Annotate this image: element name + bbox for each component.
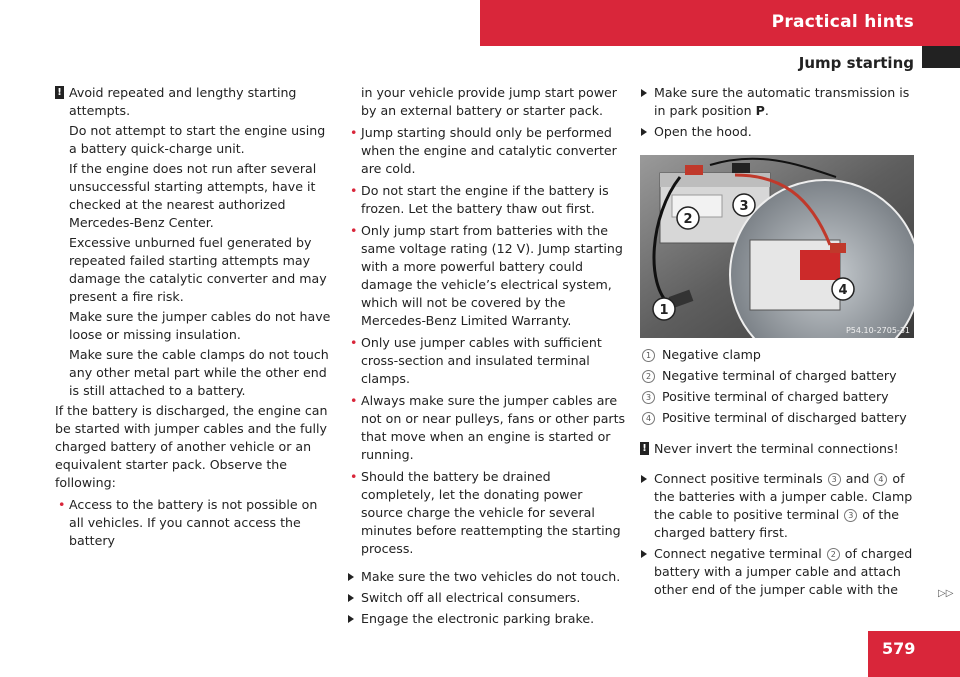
svg-text:2: 2 [683, 212, 693, 227]
subsection-title: Jump starting [798, 54, 914, 72]
callout-2 [677, 207, 699, 229]
step-text: Connect positive terminals [654, 471, 823, 486]
legend-text: Positive terminal of charged battery [662, 389, 889, 404]
bullet-item [347, 182, 627, 218]
warning-text: Avoid repeated and lengthy starting attempts. [69, 85, 297, 118]
callout-3 [733, 194, 755, 216]
bullet-text: Jump starting should only be performed when the engine and catalytic converter are cold. [361, 125, 617, 176]
step-item [347, 568, 627, 586]
number-badge: 3 [642, 391, 655, 404]
bullet-item [347, 222, 627, 330]
section-title: Practical hints [771, 12, 914, 32]
step-item [347, 610, 627, 628]
bullet-dot-icon: • [350, 125, 358, 140]
legend-item [640, 367, 916, 385]
number-badge: 4 [874, 473, 887, 486]
bullet-item [347, 468, 627, 558]
number-badge: 3 [828, 473, 841, 486]
number-badge: 1 [642, 349, 655, 362]
bullet-item [55, 496, 335, 550]
park-position-letter: P [755, 103, 765, 118]
battery-jump-photo [640, 155, 914, 338]
step-item [640, 123, 916, 141]
bullet-text: Only use jumper cables with sufficient cross-section and insulated terminal clamps. [361, 335, 602, 386]
warning-block [55, 84, 335, 120]
step-item [347, 589, 627, 607]
legend-text: Negative clamp [662, 347, 761, 362]
bullet-dot-icon: • [58, 497, 66, 512]
warning-block [640, 440, 916, 458]
step-text: Open the hood. [654, 124, 752, 139]
warning-icon: ! [640, 442, 649, 455]
photo-code: P54.10-2705-31 [845, 326, 910, 335]
svg-text:4: 4 [838, 283, 848, 298]
column-right [640, 84, 916, 602]
warning-text: Never invert the terminal connections! [654, 441, 899, 456]
warning-sub-text: Do not attempt to start the engine using a battery quick-charge unit. [69, 123, 326, 156]
column-middle [347, 84, 627, 631]
legend-text: Positive terminal of discharged battery [662, 410, 907, 425]
battery-jump-illustration [640, 155, 914, 338]
bullet-dot-icon: • [350, 335, 358, 350]
step-text: Engage the electronic parking brake. [361, 611, 595, 626]
bullet-text: Should the battery be drained completely, let the donating power source charge the vehicle for several minutes before reattempting the starting process. [361, 469, 621, 556]
intro-paragraph: If the battery is discharged, the engine can be started with jumper cables and the fully charged battery of another vehicle or an equivalent starter pack. Observe the following: [55, 403, 328, 490]
step-text: of the charged battery first. [654, 507, 900, 540]
warning-sub-text: Excessive unburned fuel generated by repeated failed starting attempts may damage the catalytic converter and may present a fire risk. [69, 235, 327, 304]
step-text: and [845, 471, 870, 486]
step-arrow-icon [348, 615, 354, 623]
step-item [640, 470, 916, 542]
warning-sub-text: If the engine does not run after several unsuccessful starting attempts, have it checked at the nearest authorized Mercedes-Benz Center. [69, 161, 317, 230]
bullet-item [347, 124, 627, 178]
step-arrow-icon [641, 89, 647, 97]
number-badge: 3 [844, 509, 857, 522]
legend-item [640, 346, 916, 364]
callout-1 [653, 298, 675, 320]
bullet-continuation: in your vehicle provide jump start power by an external battery or starter pack. [361, 85, 617, 118]
step-text: Connect negative terminal [654, 546, 822, 561]
header-band [480, 0, 960, 46]
step-arrow-icon [348, 573, 354, 581]
legend-item [640, 409, 916, 427]
number-badge: 2 [642, 370, 655, 383]
step-arrow-icon [641, 128, 647, 136]
column-left [55, 84, 335, 554]
page-number-box [868, 631, 960, 677]
svg-text:1: 1 [659, 303, 669, 318]
step-text: of the batteries with a jumper cable. Clamp the cable to positive terminal [654, 471, 913, 522]
number-badge: 4 [642, 412, 655, 425]
bullet-text: Access to the battery is not possible on all vehicles. If you cannot access the battery [69, 497, 318, 548]
bullet-dot-icon: • [350, 223, 358, 238]
legend-item [640, 388, 916, 406]
step-arrow-icon [348, 594, 354, 602]
bullet-dot-icon: • [350, 469, 358, 484]
step-arrow-icon [641, 550, 647, 558]
warning-sub-text: Make sure the cable clamps do not touch any other metal part while the other end is still attached to a battery. [69, 347, 329, 398]
number-badge: 2 [827, 548, 840, 561]
step-arrow-icon [641, 475, 647, 483]
step-text: Switch off all electrical consumers. [361, 590, 581, 605]
legend-text: Negative terminal of charged battery [662, 368, 897, 383]
svg-text:3: 3 [739, 199, 749, 214]
callout-4 [832, 278, 854, 300]
bullet-item [347, 334, 627, 388]
step-text: Make sure the two vehicles do not touch. [361, 569, 621, 584]
bullet-text: Only jump start from batteries with the same voltage rating (12 V). Jump starting with a more powerful battery could damage the vehicle’s electrical system, which will not be covered by the Mercedes-Benz Limited Warranty. [361, 223, 623, 328]
page-number: 579 [882, 639, 916, 658]
step-item [640, 545, 916, 599]
bullet-text: Always make sure the jumper cables are not on or near pulleys, fans or other parts that move when an engine is started or running. [361, 393, 626, 462]
continued-arrow-icon: ▷▷ [938, 588, 954, 599]
section-tab-marker [922, 46, 960, 68]
step-text: Make sure the automatic transmission is in park position [654, 85, 910, 118]
step-text: of charged battery with a jumper cable and attach other end of the jumper cable with the [654, 546, 913, 597]
warning-icon: ! [55, 86, 64, 99]
bullet-dot-icon: • [350, 393, 358, 408]
bullet-item [347, 392, 627, 464]
bullet-text: Do not start the engine if the battery is frozen. Let the battery thaw out first. [361, 183, 609, 216]
step-text-end: . [764, 103, 769, 118]
warning-sub-text: Make sure the jumper cables do not have loose or missing insulation. [69, 309, 331, 342]
step-item [640, 84, 916, 120]
bullet-dot-icon: • [350, 183, 358, 198]
